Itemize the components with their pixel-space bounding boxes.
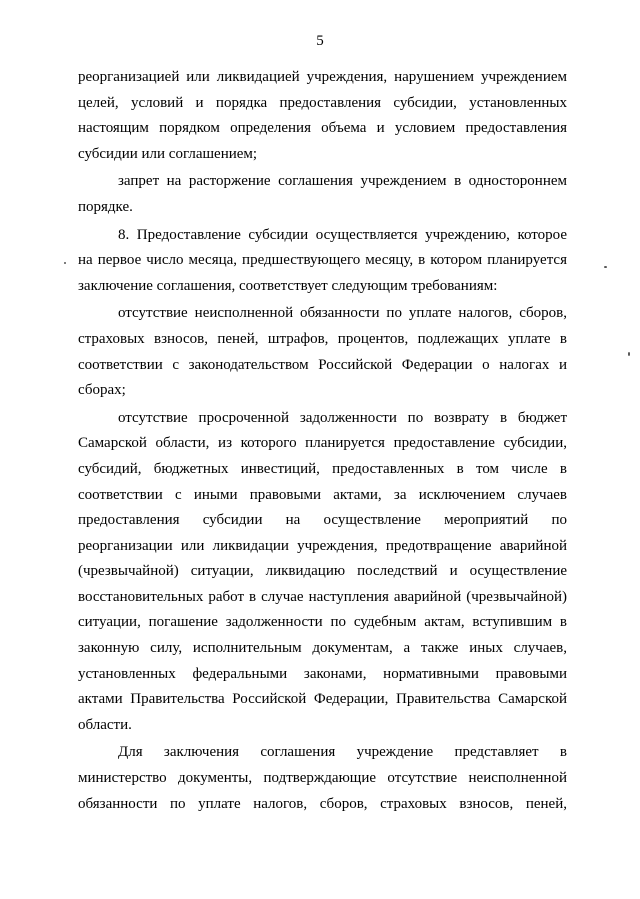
text-line: реорганизацией или ликвидацией учреждения, нарушением учреждением [78,69,567,85]
text-line: установленных федеральными законами, нормативными правовыми [78,665,567,682]
text-line: обязанности по уплате налогов, сборов, страховых взносов, пеней, [78,795,567,812]
text-line: запрет на расторжение соглашения учреждением в одностороннем [118,173,567,190]
text-line: субсидии или соглашением; [78,145,258,162]
text-line: отсутствие неисполненной обязанности по уплате налогов, сборов, [118,305,567,322]
text-line: реорганизации или ликвидации учреждения, предотвращение аварийной [78,537,567,554]
text-line: субсидий, бюджетных инвестиций, предоставленных в том числе в [78,460,567,477]
scan-speck [628,352,630,356]
text-line: страховых взносов, пеней, штрафов, процентов, подлежащих уплате в [78,330,567,347]
text-line: настоящим порядком определения объема и условием предоставления [78,120,567,137]
text-line: восстановительных работ в случае наступления аварийной (чрезвычайной) [78,588,567,605]
text-line: целей, условий и порядка предоставления субсидии, установленных [78,94,567,111]
text-line: Самарской области, из которого планируется предоставление субсидии, [78,435,567,452]
page-number: 5 [316,33,324,49]
text-line: 8. Предоставление субсидии осуществляется учреждению, которое [118,226,567,243]
text-line: ситуации, погашение задолженности по судебным актам, вступившим в [78,614,567,631]
text-line: порядке. [78,198,133,215]
text-line: министерство документы, подтверждающие отсутствие неисполненной [78,770,567,787]
scan-speck [64,262,66,264]
scan-speck [604,266,607,268]
text-line: законную силу, исполнительным документам, а также иных случаев, [78,640,567,657]
text-line: Для заключения соглашения учреждение представляет в [118,744,567,761]
text-line: предоставления субсидии на осуществление мероприятий по [78,512,567,529]
text-line: на первое число месяца, предшествующего месяцу, в котором планируется [78,252,567,269]
text-line: соответствии с иными правовыми актами, за исключением случаев [78,486,567,503]
text-line: (чрезвычайной) ситуации, ликвидацию последствий и осуществление [78,563,567,580]
text-line: заключение соглашения, соответствует следующим требованиям: [78,277,498,294]
text-line: отсутствие просроченной задолженности по возврату в бюджет [118,409,567,426]
text-line: области. [78,716,132,733]
text-line: сборах; [78,382,126,399]
body-text [78,65,567,817]
text-line: соответствии с законодательством Российской Федерации о налогах и [78,356,567,373]
text-line: актами Правительства Российской Федерации, Правительства Самарской [78,691,567,708]
